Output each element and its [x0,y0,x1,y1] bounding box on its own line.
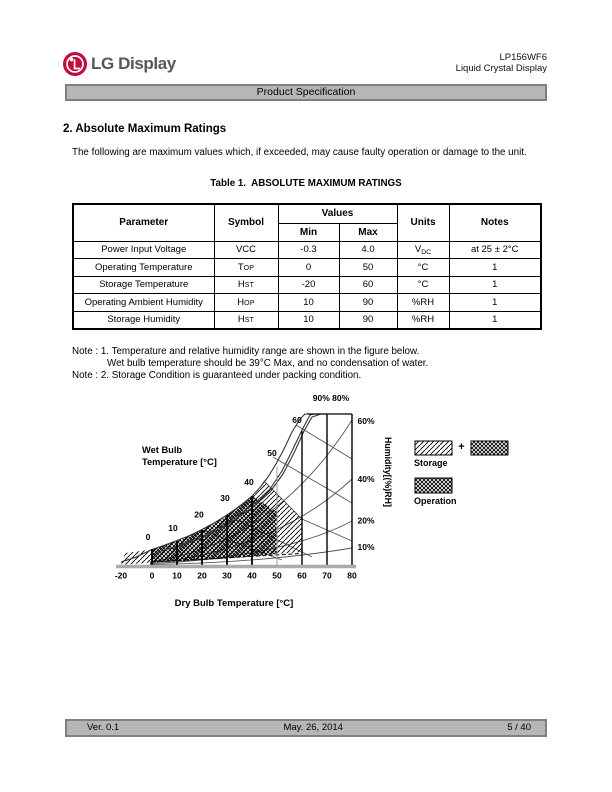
svg-text:50: 50 [267,448,277,458]
cell-note: 1 [449,294,541,312]
note-1-line-2: Wet bulb temperature should be 39°C Max, and no condensation of water. [107,358,429,369]
absolute-maximum-ratings-table [72,203,542,330]
col-header-parameter: Parameter [73,204,214,241]
svg-text:10: 10 [168,523,178,533]
footer-date: May. 26, 2014 [283,722,343,733]
product-specification-banner: Product Specification [65,84,547,101]
cell-symbol: VCC [214,241,278,259]
svg-text:30: 30 [222,570,232,581]
svg-text:50: 50 [272,570,282,581]
cell-max: 50 [339,259,397,277]
cell-parameter: Power Input Voltage [73,241,214,259]
svg-text:30: 30 [220,493,230,503]
cell-note: 1 [449,259,541,277]
svg-text:0: 0 [145,532,151,542]
cell-parameter: Storage Humidity [73,311,214,329]
svg-text:10: 10 [172,570,182,581]
cell-units: VDC [397,241,449,259]
svg-text:60: 60 [297,570,307,581]
svg-text:70: 70 [322,570,332,581]
cell-min: 0 [278,259,339,277]
svg-text:10%: 10% [357,542,375,552]
table-row [73,276,541,294]
cell-parameter: Storage Temperature [73,276,214,294]
legend-operation-swatch [415,478,452,493]
footer-page-number: 5 / 40 [507,722,531,733]
table-row [73,294,541,312]
cell-parameter: Operating Ambient Humidity [73,294,214,312]
cell-symbol: TOP [214,259,278,277]
legend-plus: + [458,441,465,453]
page-footer [65,719,547,737]
svg-text:Wet Bulb: Wet Bulb [142,445,183,455]
section-intro-text: The following are maximum values which, if exceeded, may cause faulty operation or damage to the unit. [72,147,527,158]
cell-max: 60 [339,276,397,294]
svg-text:40%: 40% [357,474,375,484]
svg-text:Temperature [°C]: Temperature [°C] [142,457,217,467]
cell-min: -20 [278,276,339,294]
cell-min: -0.3 [278,241,339,259]
svg-text:0: 0 [149,570,155,581]
cell-max: 4.0 [339,241,397,259]
footer-version: Ver. 0.1 [87,722,120,733]
cell-units: °C [397,276,449,294]
svg-text:40: 40 [247,570,257,581]
svg-text:20%: 20% [357,515,375,526]
section-title: 2. Absolute Maximum Ratings [63,123,227,135]
cell-symbol: HST [214,311,278,329]
cell-note: at 25 ± 2°C [449,241,541,259]
cell-symbol: HOP [214,294,278,312]
rh-axis-labels [358,416,375,552]
col-header-values: Values [278,204,397,223]
legend-storage-diag-swatch [415,441,452,455]
table-row [73,241,541,259]
model-number: LP156WF6 [499,52,547,63]
humidity-axis-title: Humidity[(%)RH] [383,437,393,507]
cell-note: 1 [449,311,541,329]
table-row [73,311,541,329]
svg-text:40: 40 [244,477,254,487]
cell-units: %RH [397,294,449,312]
lg-logo-icon [62,51,88,77]
svg-text:60%: 60% [357,416,375,426]
brand-wordmark: LG Display [91,54,176,73]
cell-note: 1 [449,276,541,294]
note-1-line-1: Note : 1. Temperature and relative humidity range are shown in the figure below. [72,346,420,357]
cell-symbol: HST [214,276,278,294]
cell-units: %RH [397,311,449,329]
col-header-units: Units [397,204,449,241]
x-tick-labels [115,571,357,581]
wet-bulb-axis-title [142,445,217,467]
legend-storage-cross-swatch [471,441,508,455]
legend-storage-label: Storage [414,458,448,468]
cell-min: 10 [278,311,339,329]
cell-max: 90 [339,311,397,329]
table-row [73,259,541,277]
psychrometric-chart [80,388,560,618]
chart-legend [414,441,508,506]
dry-bulb-axis-title: Dry Bulb Temperature [°C] [174,598,294,609]
col-header-min: Min [278,223,339,241]
svg-text:60: 60 [292,415,302,425]
product-type: Liquid Crystal Display [455,63,547,74]
cell-max: 90 [339,294,397,312]
svg-text:20: 20 [197,570,207,581]
col-header-max: Max [339,223,397,241]
cell-parameter: Operating Temperature [73,259,214,277]
col-header-notes: Notes [449,204,541,241]
svg-text:20: 20 [194,509,204,520]
top-rh-label: 90% 80% [312,393,350,403]
header-model-block [456,52,547,74]
col-header-symbol: Symbol [214,204,278,241]
legend-operation-label: Operation [414,496,457,506]
cell-min: 10 [278,294,339,312]
svg-text:80: 80 [347,570,357,581]
table-caption: Table 1. ABSOLUTE MAXIMUM RATINGS [210,178,402,189]
note-2: Note : 2. Storage Condition is guaranteed under packing condition. [72,370,362,381]
cell-units: °C [397,259,449,277]
svg-text:-20: -20 [114,570,128,581]
